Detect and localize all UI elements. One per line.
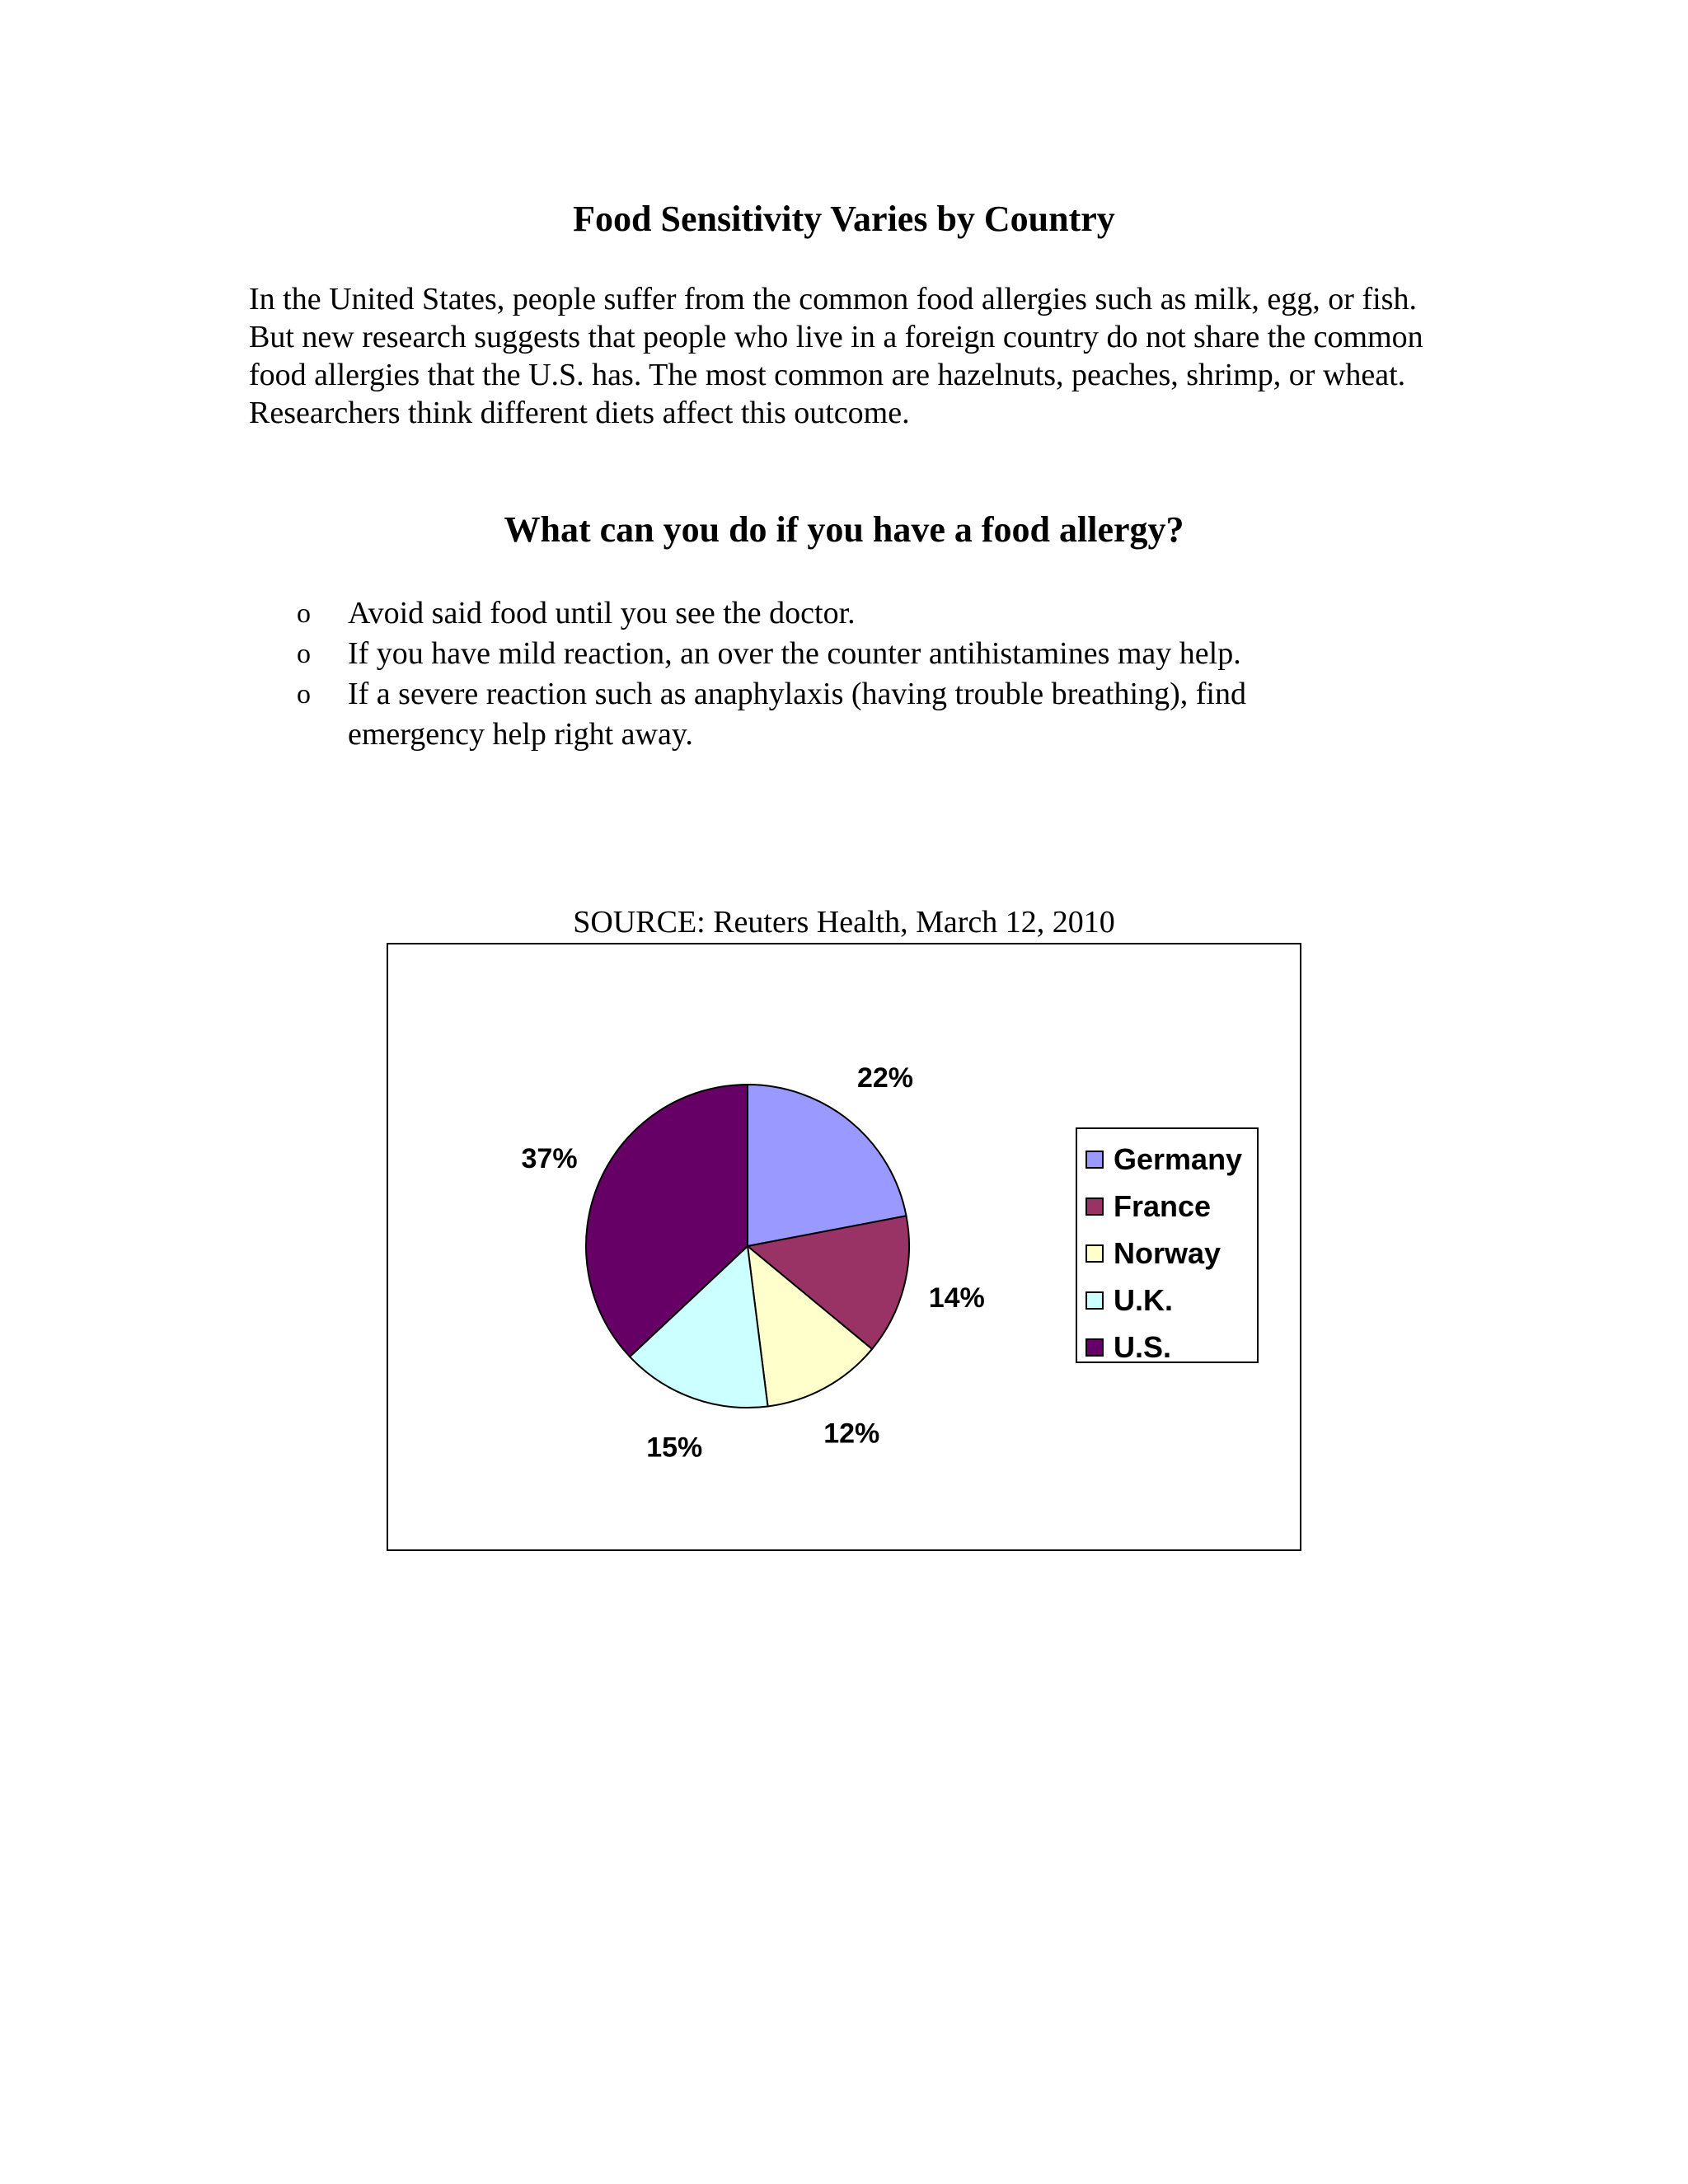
document-title: Food Sensitivity Varies by Country — [573, 199, 1115, 239]
legend-label: France — [1114, 1188, 1212, 1223]
legend-item-uk — [1085, 1277, 1249, 1324]
slice-percent-label: 15% — [646, 1432, 703, 1464]
bullet-marker: o — [297, 639, 311, 669]
chart-legend — [1076, 1127, 1259, 1363]
legend-label: U.K. — [1114, 1282, 1173, 1317]
legend-item-norway — [1085, 1230, 1249, 1277]
advice-item — [297, 593, 1368, 634]
legend-item-france — [1085, 1183, 1249, 1230]
slice-percent-label: 22% — [856, 1062, 914, 1094]
slice-percent-label: 14% — [928, 1282, 985, 1315]
bullet-marker: o — [297, 679, 311, 710]
advice-text: Avoid said food until you see the doctor. — [348, 596, 856, 630]
legend-swatch — [1085, 1197, 1104, 1216]
legend-swatch — [1085, 1291, 1104, 1310]
intro-paragraph: In the United States, people suffer from the common food allergies such as milk, egg, or fish. But new research suggests that people who live in a foreign country do not share the common food allergies that the U.S. has. The most common are hazelnuts, peaches, shrimp, or wheat. Researchers think different diets affect this outcome. — [249, 282, 1423, 430]
legend-item-germany — [1085, 1136, 1249, 1183]
section-heading: What can you do if you have a food allergy? — [504, 509, 1184, 550]
advice-list — [297, 593, 1368, 755]
legend-swatch — [1085, 1338, 1104, 1357]
advice-text: If a severe reaction such as anaphylaxis (having trouble breathing), find emergency help right away. — [348, 677, 1246, 752]
legend-item-us — [1085, 1324, 1249, 1371]
legend-label: Norway — [1114, 1235, 1221, 1270]
chart-source: SOURCE: Reuters Health, March 12, 2010 — [573, 905, 1115, 940]
pie-chart-frame — [387, 943, 1301, 1551]
legend-label: Germany — [1114, 1141, 1243, 1176]
slice-percent-label: 37% — [521, 1142, 578, 1174]
advice-item — [297, 674, 1368, 755]
slice-percent-label: 12% — [823, 1418, 880, 1450]
advice-item — [297, 634, 1368, 674]
advice-text: If you have mild reaction, an over the counter antihistamines may help. — [348, 636, 1241, 671]
legend-swatch — [1085, 1151, 1104, 1169]
legend-swatch — [1085, 1244, 1104, 1263]
legend-label: U.S. — [1114, 1329, 1172, 1364]
bullet-marker: o — [297, 598, 311, 629]
